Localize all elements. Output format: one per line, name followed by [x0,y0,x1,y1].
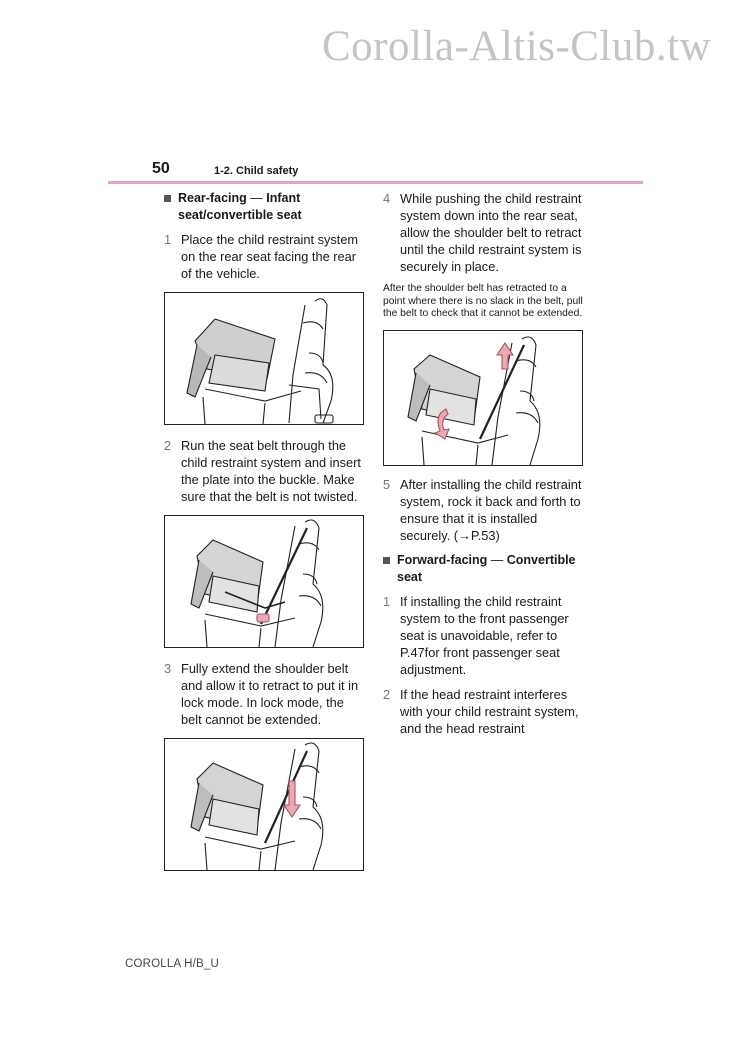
right-column [383,190,583,745]
step-number: 2 [383,686,391,702]
step-item [383,190,583,275]
seat-belt-illustration-icon [165,516,363,647]
page-number: 50 [152,160,170,177]
step-item [383,593,583,678]
page-footer: COROLLA H/B_U [125,958,219,970]
figure-push-down [383,330,583,466]
rear-facing-heading: Rear-facing — Infant seat/convertible seat [164,190,364,224]
step-number: 1 [383,593,391,609]
step-item [383,476,583,544]
step-number: 2 [164,438,172,453]
header-rule [108,181,643,184]
figure-run-seat-belt [164,515,364,648]
forward-facing-heading: Forward-facing — Convertible seat [383,552,583,586]
left-column [164,190,364,883]
step-item [164,660,364,728]
figure-place-child-seat [164,292,364,425]
step-item [383,686,583,737]
square-bullet-icon [164,195,171,202]
step-number: 4 [383,191,391,206]
push-down-illustration-icon [384,331,582,465]
step-number: 5 [383,476,391,492]
step-text: If the head restraint interferes with your child restraint system, and the head restraint [400,686,579,736]
step-item [164,231,364,282]
step-text: After installing the child restraint system, rock it back and forth to ensure that it is installed securely. (→P.53) [400,476,582,543]
step-number: 3 [164,661,172,676]
square-bullet-icon [383,557,390,564]
step-number: 1 [164,232,172,247]
step-text: Place the child restraint system on the rear seat facing the rear of the vehicle. [181,232,359,281]
step-text: Run the seat belt through the child restraint system and insert the plate into the buckle. Make sure that the belt is not twisted. [181,438,361,504]
lock-mode-illustration-icon [165,739,363,870]
step-text: Fully extend the shoulder belt and allow it to retract to put it in lock mode. In lock mode, the belt cannot be extended. [181,661,359,727]
watermark: Corolla-Altis-Club.tw [322,23,712,70]
step-text: While pushing the child restraint system down into the rear seat, allow the shoulder belt to retract until the child restraint system is securely in place. [400,191,582,274]
section-title: 1-2. Child safety [214,165,299,177]
figure-lock-mode [164,738,364,871]
note-text: After the shoulder belt has retracted to a point where there is no slack in the belt, pull the belt to check that it cannot be extended. [383,283,583,319]
child-seat-illustration-icon [165,293,363,424]
step-text: If installing the child restraint system to the front passenger seat is unavoidable, refer to P.47for front passenger seat adjustment. [400,593,569,677]
step-item [164,437,364,505]
